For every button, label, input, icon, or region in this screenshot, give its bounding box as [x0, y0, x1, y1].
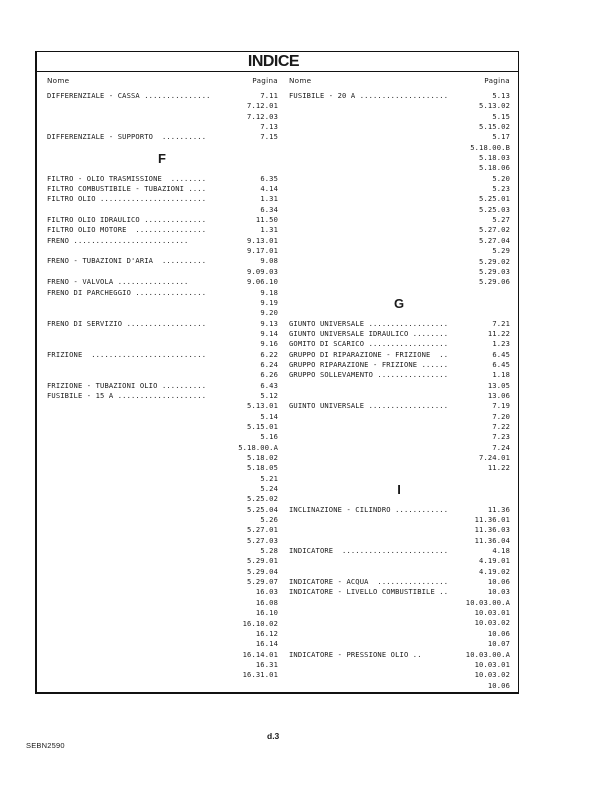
entry-page-ref: 5.27.01 — [247, 525, 278, 535]
entry-page-ref: 6.24 — [260, 359, 278, 369]
entry-name: FRENO .......................... — [47, 235, 189, 245]
index-entry — [288, 505, 510, 515]
index-entry — [46, 225, 278, 235]
entry-page-ref: 16.14 — [255, 639, 278, 649]
index-frame — [35, 51, 519, 694]
entry-page-ref: 5.15.01 — [247, 421, 278, 431]
index-entry — [46, 556, 278, 566]
index-entry — [46, 577, 278, 587]
index-entry — [46, 319, 278, 329]
index-entry — [288, 184, 510, 194]
entry-page-ref: 7.15 — [260, 132, 278, 142]
index-entry — [46, 525, 278, 535]
index-entry — [46, 443, 278, 453]
index-entry — [288, 143, 510, 153]
index-entry — [46, 236, 278, 246]
entry-page-ref: 5.29.04 — [247, 566, 278, 576]
index-entry — [46, 184, 278, 194]
index-entry — [46, 453, 278, 463]
index-entry — [288, 670, 510, 680]
index-entry — [46, 598, 278, 608]
entry-page-ref: 5.18.02 — [247, 453, 278, 462]
column-header-name: Nome — [289, 76, 312, 85]
entry-page-ref: 9.14 — [260, 328, 278, 338]
entry-page-ref: 5.25.02 — [247, 494, 278, 504]
title-bar — [37, 52, 518, 72]
entry-page-ref: 10.06 — [487, 628, 510, 638]
entry-page-ref: 6.26 — [260, 370, 278, 380]
index-entry — [288, 329, 510, 339]
entry-name: GRUPPO RIPARAZIONE - FRIZIONE ...... — [289, 359, 449, 369]
column-header — [46, 76, 278, 88]
index-entry — [288, 174, 510, 184]
entry-name: FILTRO COMBUSTIBILE - TUBAZIONI .... — [47, 184, 207, 194]
index-entry — [46, 350, 278, 360]
index-entry — [288, 608, 510, 618]
entry-page-ref: 7.21 — [492, 318, 510, 328]
index-entry — [288, 587, 510, 597]
entry-page-ref: 5.26 — [260, 515, 278, 525]
index-entry — [46, 101, 278, 111]
index-entry — [46, 505, 278, 515]
index-entry — [288, 422, 510, 432]
index-entry — [288, 381, 510, 391]
index-entry — [288, 360, 510, 370]
index-entry — [288, 639, 510, 649]
entry-page-ref: 5.18.00.B — [470, 142, 510, 152]
column-header — [288, 76, 510, 88]
index-entry — [46, 650, 278, 660]
column-header-page: Pagina — [252, 76, 278, 85]
index-entry — [288, 463, 510, 473]
index-entry — [288, 598, 510, 608]
index-entry — [46, 122, 278, 132]
entry-page-ref: 10.07 — [487, 639, 510, 649]
entry-page-ref: 10.03 — [487, 587, 510, 597]
entry-name: GIUNTO UNIVERSALE IDRAULICO ........ — [289, 328, 449, 338]
entry-page-ref: 1.23 — [492, 339, 510, 349]
entry-page-ref: 7.24.01 — [479, 453, 510, 462]
index-entry — [46, 288, 278, 298]
entry-name: FILTRO OLIO IDRAULICO .............. — [47, 215, 207, 225]
index-entry — [46, 629, 278, 639]
page-title: INDICE — [247, 53, 300, 70]
index-entry — [288, 567, 510, 577]
entry-page-ref: 16.31 — [255, 659, 278, 669]
entry-page-ref: 6.45 — [492, 359, 510, 369]
entry-page-ref: 5.23 — [492, 184, 510, 194]
entry-page-ref: 5.25.04 — [247, 504, 278, 514]
index-entry — [288, 153, 510, 163]
entry-page-ref: 16.12 — [255, 628, 278, 638]
entry-name: FILTRO - OLIO TRASMISSIONE ........ — [47, 173, 207, 183]
entry-name: GOMITO DI SCARICO .................. — [289, 339, 449, 349]
entry-page-ref: 5.27.02 — [479, 225, 510, 235]
index-entry — [46, 370, 278, 380]
index-entry — [288, 225, 510, 235]
index-entry — [46, 494, 278, 504]
section-letter-heading: G — [393, 295, 405, 311]
entry-page-ref: 5.14 — [260, 411, 278, 421]
entry-name: FILTRO OLIO MOTORE ................ — [47, 225, 207, 235]
entry-page-ref: 5.29 — [492, 246, 510, 256]
page-number: d.3 — [267, 731, 280, 741]
entry-page-ref: 5.12 — [260, 390, 278, 400]
entry-page-ref: 10.03.01 — [474, 659, 510, 669]
entry-name: FRIZIONE .......................... — [47, 349, 207, 359]
index-entry — [46, 639, 278, 649]
index-entry — [288, 101, 510, 111]
entry-page-ref: 7.24 — [492, 442, 510, 452]
index-entry — [288, 577, 510, 587]
index-entry — [46, 546, 278, 556]
entry-page-ref: 5.27 — [492, 215, 510, 225]
index-entry — [46, 422, 278, 432]
index-column-left — [46, 76, 278, 681]
index-entry — [288, 277, 510, 287]
entry-name: GUINTO UNIVERSALE .................. — [289, 401, 449, 411]
index-entry — [46, 608, 278, 618]
index-entry — [288, 432, 510, 442]
entry-name: FRENO - VALVOLA ................ — [47, 277, 189, 287]
entry-page-ref: 1.18 — [492, 370, 510, 380]
entry-page-ref: 5.29.07 — [247, 577, 278, 587]
entry-page-ref: 10.03.00.A — [465, 649, 510, 659]
index-entry — [46, 484, 278, 494]
entry-page-ref: 5.13 — [492, 91, 510, 100]
index-entry — [288, 546, 510, 556]
index-entry — [288, 412, 510, 422]
entry-page-ref: 7.13 — [260, 122, 278, 132]
entry-page-ref: 5.15 — [492, 111, 510, 121]
entry-page-ref: 5.29.03 — [479, 266, 510, 276]
section-letter-heading: I — [397, 481, 401, 497]
index-entry — [288, 350, 510, 360]
index-entry — [46, 381, 278, 391]
entry-page-ref: 4.19.01 — [479, 556, 510, 566]
entry-page-ref: 9.20 — [260, 308, 278, 318]
index-entry — [46, 463, 278, 473]
index-entry — [288, 629, 510, 639]
entry-page-ref: 9.16 — [260, 339, 278, 349]
index-entry — [288, 112, 510, 122]
entry-page-ref: 5.21 — [260, 473, 278, 483]
entry-page-ref: 9.18 — [260, 287, 278, 297]
entry-page-ref: 11.50 — [255, 215, 278, 225]
entry-page-ref: 13.06 — [487, 390, 510, 400]
entry-page-ref: 6.22 — [260, 349, 278, 359]
entry-name: DIFFERENZIALE - CASSA ............... — [47, 91, 211, 100]
index-entry — [46, 308, 278, 318]
index-entry — [288, 443, 510, 453]
index-entry — [46, 298, 278, 308]
index-entry — [288, 246, 510, 256]
index-entry — [46, 536, 278, 546]
entry-page-ref: 16.31.01 — [242, 670, 278, 680]
index-entry — [288, 236, 510, 246]
index-entry — [288, 339, 510, 349]
entry-page-ref: 4.18 — [492, 546, 510, 556]
entry-name: FRENO DI PARCHEGGIO ................ — [47, 287, 207, 297]
entry-page-ref: 7.23 — [492, 432, 510, 442]
index-entry — [46, 194, 278, 204]
entry-page-ref: 5.27.04 — [479, 235, 510, 245]
entry-page-ref: 5.13.02 — [479, 101, 510, 111]
entry-name: INDICATORE - ACQUA ................ — [289, 577, 449, 587]
index-entry — [288, 536, 510, 546]
entry-page-ref: 9.17.01 — [247, 246, 278, 256]
entry-name: FUSIBILE - 15 A .................... — [47, 390, 207, 400]
entry-page-ref: 16.14.01 — [242, 649, 278, 659]
index-entry — [288, 205, 510, 215]
entry-page-ref: 9.13.01 — [247, 235, 278, 245]
index-entry — [46, 401, 278, 411]
index-entry — [46, 256, 278, 266]
entry-page-ref: 11.22 — [487, 463, 510, 473]
entry-page-ref: 11.36.01 — [474, 515, 510, 525]
entry-name: FRENO - TUBAZIONI D'ARIA .......... — [47, 256, 207, 266]
entry-page-ref: 6.34 — [260, 204, 278, 214]
entry-page-ref: 5.28 — [260, 546, 278, 556]
entry-name: FRENO DI SERVIZIO .................. — [47, 318, 207, 328]
index-list-right — [288, 91, 510, 691]
entry-page-ref: 6.43 — [260, 380, 278, 390]
index-entry — [46, 567, 278, 577]
index-entry — [46, 174, 278, 184]
column-header-page: Pagina — [484, 76, 510, 85]
index-entry — [46, 670, 278, 680]
entry-page-ref: 16.10.02 — [242, 618, 278, 628]
index-entry — [288, 681, 510, 691]
entry-page-ref: 5.16 — [260, 432, 278, 442]
index-entry — [46, 391, 278, 401]
entry-page-ref: 5.29.01 — [247, 556, 278, 566]
entry-page-ref: 4.14 — [260, 184, 278, 194]
entry-page-ref: 13.05 — [487, 380, 510, 390]
entry-page-ref: 5.17 — [492, 132, 510, 142]
entry-name: DIFFERENZIALE - SUPPORTO .......... — [47, 132, 207, 142]
index-entry — [46, 432, 278, 442]
entry-page-ref: 5.15.02 — [479, 122, 510, 132]
index-entry — [288, 257, 510, 267]
entry-page-ref: 7.11 — [260, 91, 278, 100]
index-entry — [288, 391, 510, 401]
index-entry — [46, 587, 278, 597]
entry-name: INDICATORE ........................ — [289, 546, 449, 556]
entry-page-ref: 11.36.03 — [474, 525, 510, 535]
entry-page-ref: 16.10 — [255, 608, 278, 618]
entry-page-ref: 10.06 — [487, 680, 510, 690]
entry-page-ref: 9.06.10 — [247, 277, 278, 287]
entry-page-ref: 5.18.03 — [479, 153, 510, 163]
entry-name: GRUPPO DI RIPARAZIONE - FRIZIONE .. — [289, 349, 449, 359]
entry-page-ref: 5.29.06 — [479, 277, 510, 287]
entry-page-ref: 11.22 — [487, 328, 510, 338]
index-entry — [46, 515, 278, 525]
index-entry — [288, 556, 510, 566]
entry-page-ref: 5.18.00.A — [238, 442, 278, 452]
entry-page-ref: 7.20 — [492, 411, 510, 421]
index-entry — [288, 319, 510, 329]
entry-page-ref: 5.18.06 — [479, 163, 510, 173]
index-entry — [288, 163, 510, 173]
entry-page-ref: 5.27.03 — [247, 535, 278, 545]
index-entry — [46, 660, 278, 670]
section-letter-heading: F — [158, 150, 166, 166]
index-entry — [46, 474, 278, 484]
index-entry — [288, 618, 510, 628]
entry-page-ref: 6.45 — [492, 349, 510, 359]
entry-page-ref: 1.31 — [260, 225, 278, 235]
entry-page-ref: 9.19 — [260, 297, 278, 307]
index-entry — [46, 412, 278, 422]
entry-page-ref: 5.20 — [492, 173, 510, 183]
entry-page-ref: 5.13.01 — [247, 401, 278, 411]
entry-name: FRIZIONE - TUBAZIONI OLIO .......... — [47, 380, 207, 390]
index-entry — [288, 453, 510, 463]
index-entry — [288, 194, 510, 204]
entry-name: GIUNTO UNIVERSALE .................. — [289, 318, 449, 328]
entry-page-ref: 11.36 — [487, 504, 510, 514]
index-entry — [46, 277, 278, 287]
entry-page-ref: 7.12.01 — [247, 101, 278, 111]
entry-page-ref: 5.25.01 — [479, 194, 510, 204]
entry-page-ref: 1.31 — [260, 194, 278, 204]
index-entry — [288, 401, 510, 411]
index-entry — [46, 91, 278, 101]
index-list-left — [46, 91, 278, 681]
index-entry — [288, 660, 510, 670]
entry-name: GRUPPO SOLLEVAMENTO ................ — [289, 370, 449, 380]
entry-page-ref: 6.35 — [260, 173, 278, 183]
index-entry — [46, 132, 278, 142]
entry-page-ref: 10.03.01 — [474, 608, 510, 618]
index-entry — [288, 267, 510, 277]
entry-name: INCLINAZIONE - CILINDRO ............ — [289, 504, 449, 514]
entry-page-ref: 7.19 — [492, 401, 510, 411]
index-entry — [46, 112, 278, 122]
entry-page-ref: 7.12.03 — [247, 111, 278, 121]
entry-page-ref: 7.22 — [492, 421, 510, 431]
entry-page-ref: 5.18.05 — [247, 463, 278, 473]
entry-name: FUSIBILE - 20 A .................... — [289, 91, 449, 100]
index-entry — [46, 619, 278, 629]
entry-page-ref: 10.03.02 — [474, 670, 510, 680]
index-entry — [288, 132, 510, 142]
entry-page-ref: 5.29.02 — [479, 256, 510, 266]
entry-page-ref: 4.19.02 — [479, 566, 510, 576]
entry-page-ref: 9.13 — [260, 318, 278, 328]
entry-name: INDICATORE - PRESSIONE OLIO .. — [289, 649, 422, 659]
index-entry — [46, 360, 278, 370]
entry-page-ref: 9.09.03 — [247, 266, 278, 276]
entry-page-ref: 10.03.00.A — [465, 597, 510, 607]
index-entry — [288, 525, 510, 535]
index-entry — [46, 267, 278, 277]
entry-page-ref: 11.36.04 — [474, 535, 510, 545]
index-entry — [46, 339, 278, 349]
index-entry — [288, 215, 510, 225]
entry-page-ref: 10.06 — [487, 577, 510, 587]
entry-name: INDICATORE - LIVELLO COMBUSTIBILE .. — [289, 587, 449, 597]
index-entry — [46, 329, 278, 339]
entry-page-ref: 5.24 — [260, 484, 278, 494]
index-entry — [46, 215, 278, 225]
entry-page-ref: 10.03.02 — [474, 618, 510, 628]
index-column-right — [288, 76, 510, 691]
index-entry — [288, 91, 510, 101]
index-entry — [288, 650, 510, 660]
index-entry — [288, 122, 510, 132]
column-header-name: Nome — [47, 76, 70, 85]
entry-name: FILTRO OLIO ........................ — [47, 194, 207, 204]
index-entry — [46, 246, 278, 256]
document-code: SEBN2590 — [26, 741, 65, 750]
index-entry — [46, 205, 278, 215]
entry-page-ref: 16.08 — [255, 597, 278, 607]
entry-page-ref: 5.25.03 — [479, 204, 510, 214]
entry-page-ref: 9.08 — [260, 256, 278, 266]
entry-page-ref: 16.03 — [255, 587, 278, 597]
index-entry — [288, 515, 510, 525]
index-entry — [288, 370, 510, 380]
